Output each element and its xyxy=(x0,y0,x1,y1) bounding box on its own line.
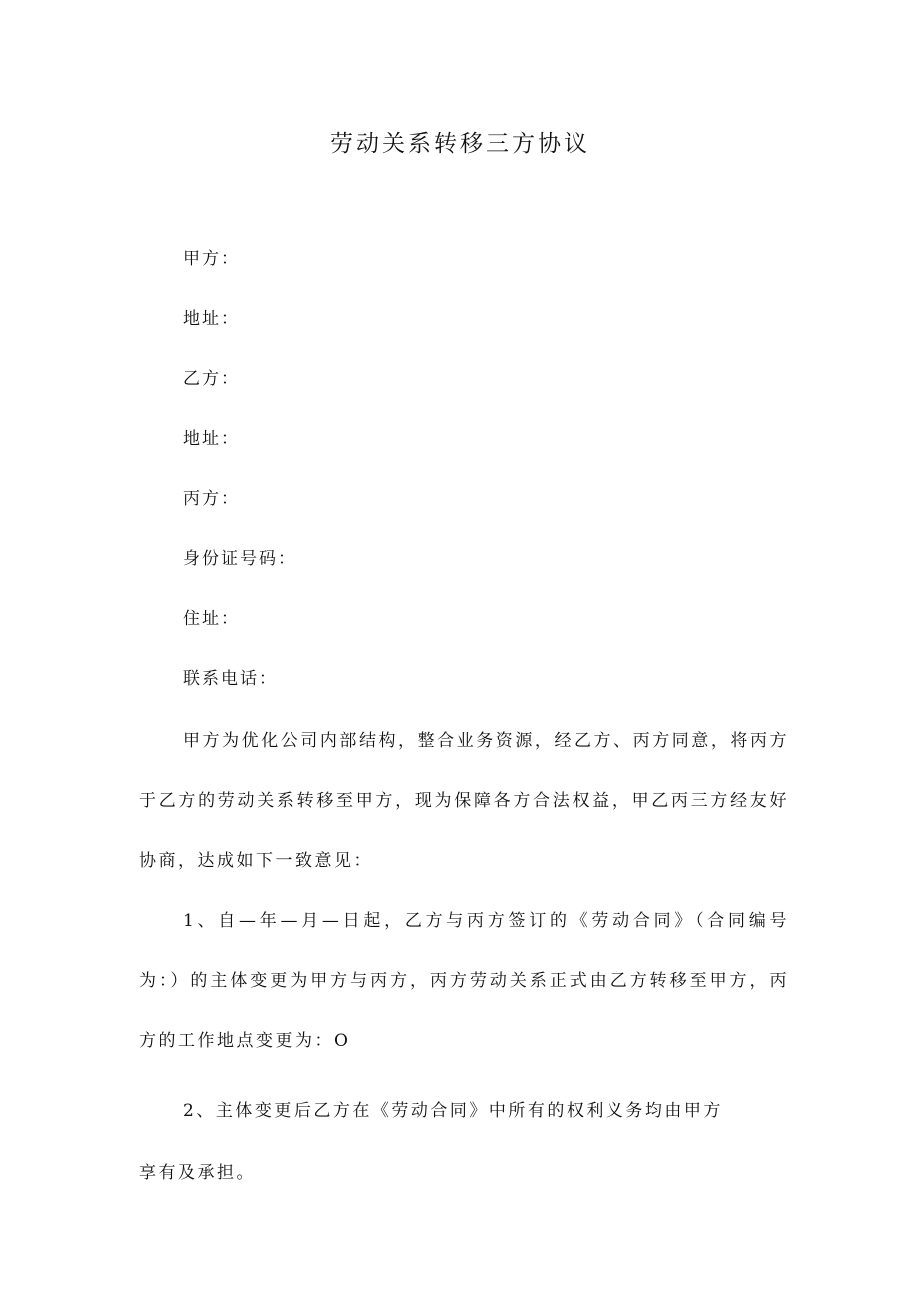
clause-2-line-2: 享有及承担。 xyxy=(139,1163,256,1183)
party-a-address-label: 地址： xyxy=(183,309,240,329)
clause-2-line-1: 2、主体变更后乙方在《劳动合同》中所有的权利义务均由甲方 xyxy=(183,1101,723,1121)
residence-address-label: 住址： xyxy=(183,609,240,629)
document-title: 劳动关系转移三方协议 xyxy=(330,131,590,157)
phone-label: 联系电话： xyxy=(183,669,278,689)
party-b-label: 乙方： xyxy=(183,369,240,389)
party-c-label: 丙方： xyxy=(183,489,240,509)
intro-paragraph: 甲方为优化公司内部结构，整合业务资源，经乙方、丙方同意，将丙方于乙方的劳动关系转移至甲方，现为保障各方合法权益，甲乙丙三方经友好协商，达成如下一致意见： xyxy=(139,731,789,871)
clause-1-paragraph: 1、自—年—月—日起，乙方与丙方签订的《劳动合同》（合同编号为：）的主体变更为甲方与丙方，丙方劳动关系正式由乙方转移至甲方，丙方的工作地点变更为：O xyxy=(139,911,789,1051)
id-number-label: 身份证号码： xyxy=(183,549,297,569)
party-a-label: 甲方： xyxy=(183,249,240,269)
party-b-address-label: 地址： xyxy=(183,429,240,449)
